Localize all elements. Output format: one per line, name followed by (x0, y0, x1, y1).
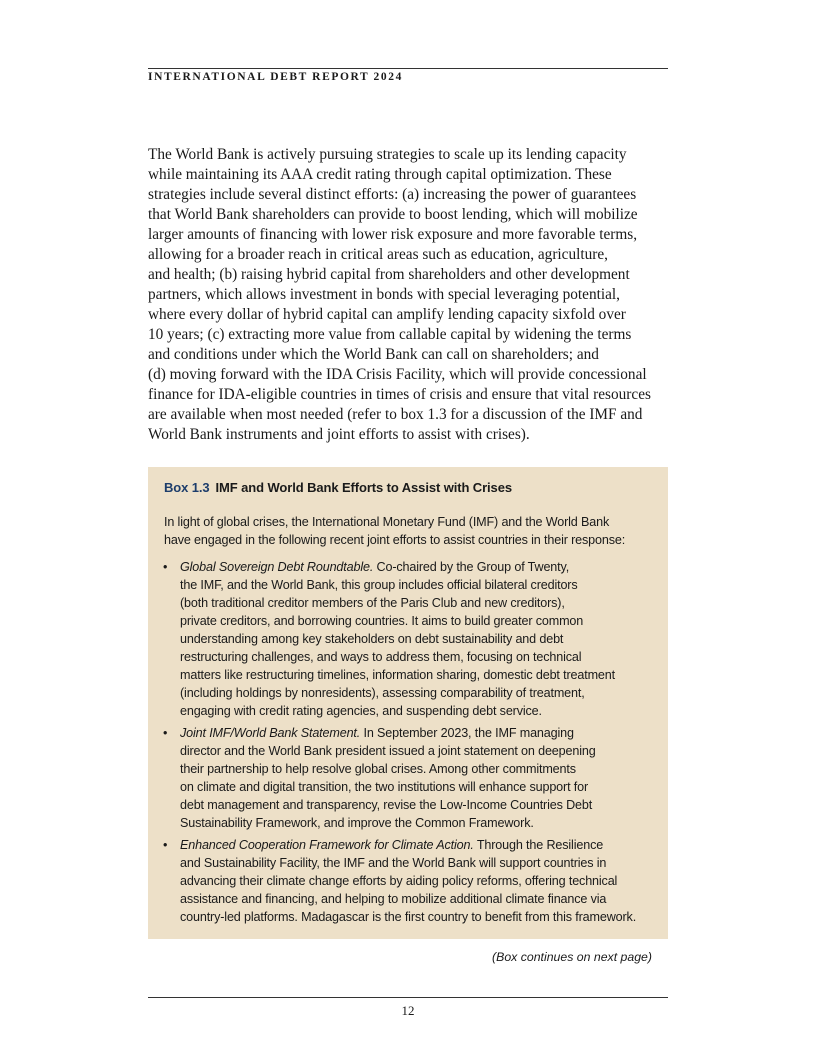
body-line: 10 years; (c) extracting more value from callable capital by widening the terms (148, 326, 632, 343)
bullet-first-line (180, 836, 636, 854)
bullet-line: assistance and financing, and helping to mobilize additional climate finance via (180, 892, 607, 906)
body-line: partners, which allows investment in bonds with special leveraging potential, (148, 286, 620, 303)
running-head: INTERNATIONAL DEBT REPORT 2024 (148, 71, 403, 83)
body-line: where every dollar of hybrid capital can amplify lending capacity sixfold over (148, 306, 626, 323)
body-line: larger amounts of financing with lower risk exposure and more favorable terms, (148, 226, 638, 243)
bullet-line: and Sustainability Facility, the IMF and the World Bank will support countries in (180, 856, 607, 870)
bullet-first-line (180, 724, 596, 742)
body-line: (d) moving forward with the IDA Crisis Facility, which will provide concessional (148, 366, 647, 383)
box-number: Box 1.3 (164, 480, 210, 495)
bullet-line: director and the World Bank president issued a joint statement on deepening (180, 744, 596, 758)
box-intro-line: In light of global crises, the International Monetary Fund (IMF) and the World Bank (164, 515, 610, 529)
box-intro-line: have engaged in the following recent joint efforts to assist countries in their response: (164, 533, 626, 547)
bullet-icon: • (163, 726, 168, 740)
body-line: finance for IDA-eligible countries in times of crisis and ensure that vital resources (148, 386, 651, 403)
bullet-line: private creditors, and borrowing countries. It aims to build greater common (180, 614, 584, 628)
body-line: allowing for a broader reach in critical areas such as education, agriculture, (148, 246, 608, 263)
body-line: The World Bank is actively pursuing strategies to scale up its lending capacity (148, 146, 627, 163)
body-line: that World Bank shareholders can provide to boost lending, which will mobilize (148, 206, 638, 223)
bullet-line: advancing their climate change efforts by aiding policy reforms, offering technical (180, 874, 618, 888)
bullet-lead: Enhanced Cooperation Framework for Climate Action. (180, 838, 474, 852)
footer-rule (148, 997, 668, 998)
bullet-line: Sustainability Framework, and improve the Common Framework. (180, 816, 534, 830)
box-1-3 (148, 467, 668, 939)
body-line: and conditions under which the World Bank can call on shareholders; and (148, 346, 599, 363)
bullet-line: the IMF, and the World Bank, this group includes official bilateral creditors (180, 578, 578, 592)
body-line: are available when most needed (refer to box 1.3 for a discussion of the IMF and (148, 406, 643, 423)
body-line: and health; (b) raising hybrid capital from shareholders and other development (148, 266, 630, 283)
bullet-line: engaging with credit rating agencies, and suspending debt service. (180, 704, 542, 718)
box-continues-note: (Box continues on next page) (492, 950, 652, 964)
box-title (164, 480, 512, 495)
bullet-global-sovereign-debt-roundtable (163, 558, 615, 720)
bullet-line: matters like restructuring timelines, information sharing, domestic debt treatment (180, 668, 615, 682)
bullet-line: debt management and transparency, revise the Low-Income Countries Debt (180, 798, 593, 812)
page-number: 12 (401, 1003, 415, 1018)
body-line: World Bank instruments and joint efforts to assist with crises). (148, 426, 530, 443)
bullet-line: their partnership to help resolve global crises. Among other commitments (180, 762, 576, 776)
box-intro (164, 513, 625, 549)
bullet-line: on climate and digital transition, the two institutions will enhance support for (180, 780, 589, 794)
header-rule (148, 68, 668, 69)
body-paragraph (148, 145, 668, 445)
bullet-line: country-led platforms. Madagascar is the first country to benefit from this framework. (180, 910, 637, 924)
body-line: strategies include several distinct efforts: (a) increasing the power of guarantees (148, 186, 637, 203)
bullet-line: (including holdings by nonresidents), assessing comparability of treatment, (180, 686, 585, 700)
bullet-first-line-rest: Co-chaired by the Group of Twenty, (373, 560, 570, 574)
body-line: while maintaining its AAA credit rating through capital optimization. These (148, 166, 612, 183)
bullet-icon: • (163, 560, 168, 574)
bullet-joint-imf-world-bank-statement (163, 724, 596, 832)
bullet-first-line-rest: Through the Resilience (473, 838, 604, 852)
bullet-lead: Joint IMF/World Bank Statement. (180, 726, 361, 740)
bullet-first-line-rest: In September 2023, the IMF managing (360, 726, 574, 740)
box-title-text: IMF and World Bank Efforts to Assist with Crises (215, 480, 512, 495)
bullet-line: restructuring challenges, and ways to address them, focusing on technical (180, 650, 582, 664)
bullet-icon: • (163, 838, 168, 852)
bullet-first-line (180, 558, 615, 576)
bullet-line: (both traditional creditor members of the Paris Club and new creditors), (180, 596, 565, 610)
bullet-lead: Global Sovereign Debt Roundtable. (180, 560, 374, 574)
bullet-enhanced-cooperation-framework (163, 836, 637, 926)
bullet-line: understanding among key stakeholders on debt sustainability and debt (180, 632, 564, 646)
